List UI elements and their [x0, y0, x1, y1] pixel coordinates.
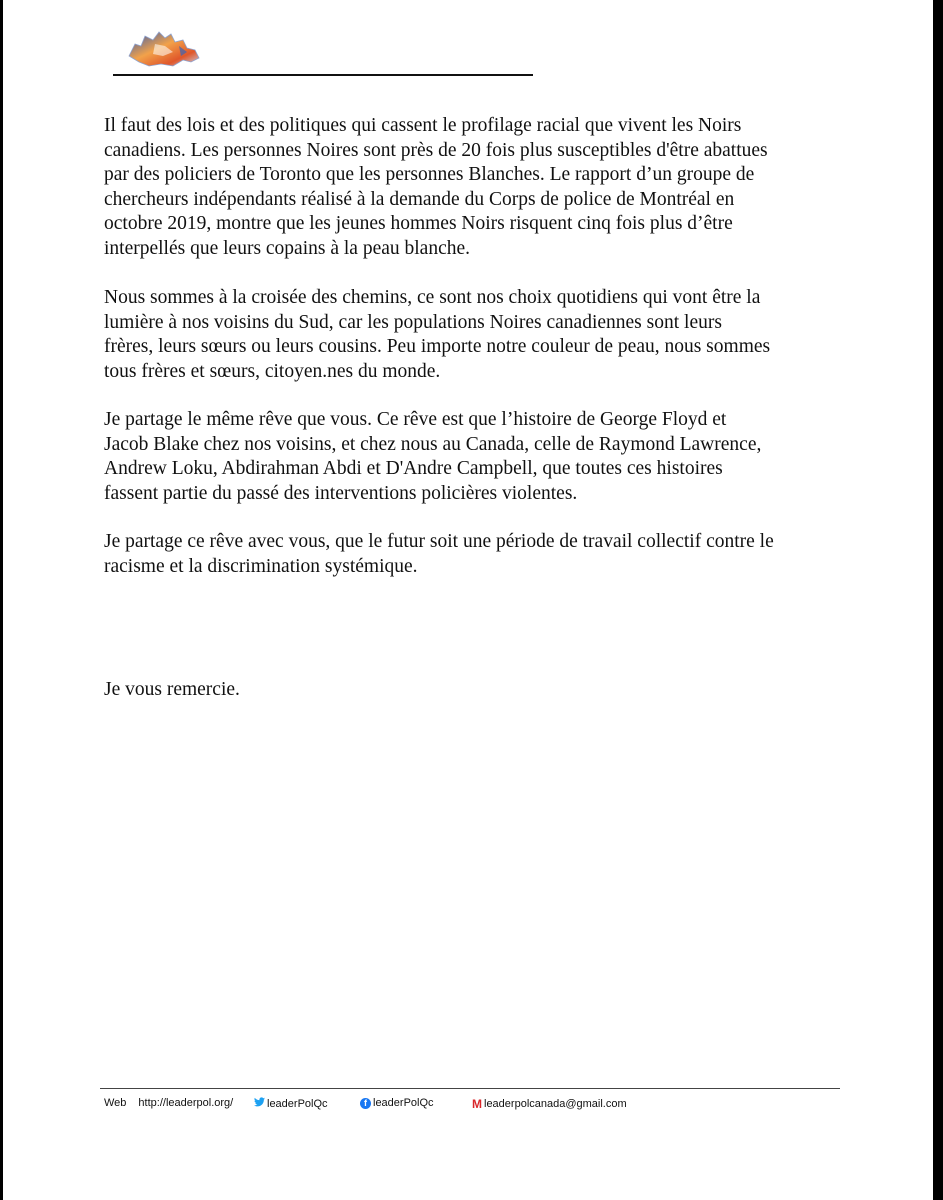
- paragraph-2: [104, 286, 770, 384]
- twitter-handle: leaderPolQc: [267, 1097, 328, 1110]
- closing-line: [104, 678, 240, 703]
- left-page-edge: [0, 0, 3, 1200]
- email-address: leaderpolcanada@gmail.com: [484, 1098, 627, 1110]
- facebook-icon: f: [360, 1098, 371, 1109]
- text-line: fassent partie du passé des interventions policières violentes.: [104, 482, 578, 504]
- web-label: Web: [104, 1097, 127, 1109]
- text-line: par des policiers de Toronto que les personnes Blanches. Le rapport d’un groupe de: [104, 164, 755, 186]
- text-line: Il faut des lois et des politiques qui cassent le profilage racial que vivent les Noirs: [104, 115, 742, 136]
- paragraph-3: [104, 408, 761, 506]
- text-line: Jacob Blake chez nos voisins, et chez nous au Canada, celle de Raymond Lawrence,: [104, 433, 762, 455]
- header-divider: [113, 74, 533, 76]
- text-line: Je partage le même rêve que vous. Ce rêve est que l’histoire de George Floyd et: [104, 409, 727, 430]
- footer: [104, 1097, 844, 1115]
- footer-email[interactable]: [472, 1097, 627, 1111]
- text-line: Andrew Loku, Abdirahman Abdi et D'Andre Campbell, que toutes ces histoires: [104, 458, 723, 480]
- text-line: chercheurs indépendants réalisé à la demande du Corps de police de Montréal en: [104, 188, 735, 210]
- paragraph-4: [104, 530, 774, 579]
- website-link[interactable]: http://leaderpol.org/: [138, 1097, 234, 1109]
- text-line: frères, leurs sœurs ou leurs cousins. Peu importe notre couleur de peau, nous sommes: [104, 336, 771, 358]
- text-line: Nous sommes à la croisée des chemins, ce sont nos choix quotidiens qui vont être la: [104, 287, 761, 308]
- twitter-icon: [254, 1097, 265, 1110]
- footer-facebook[interactable]: [360, 1097, 434, 1109]
- footer-divider: [100, 1088, 840, 1089]
- footer-twitter[interactable]: [254, 1097, 328, 1110]
- canada-map-logo-icon: [125, 26, 205, 70]
- text-line: Je partage ce rêve avec vous, que le futur soit une période de travail collectif contre le: [104, 531, 774, 552]
- footer-web: [104, 1097, 233, 1109]
- gmail-icon: M: [472, 1097, 482, 1111]
- text-line: tous frères et sœurs, citoyen.nes du monde.: [104, 360, 441, 382]
- text-line: interpellés que leurs copains à la peau blanche.: [104, 237, 471, 259]
- text-line: octobre 2019, montre que les jeunes hommes Noirs risquent cinq fois plus d’être: [104, 213, 733, 235]
- text-line: canadiens. Les personnes Noires sont près de 20 fois plus susceptibles d'être abattues: [104, 139, 768, 161]
- closing-text: Je vous remercie.: [104, 679, 240, 700]
- text-line: lumière à nos voisins du Sud, car les populations Noires canadiennes sont leurs: [104, 311, 722, 333]
- facebook-handle: leaderPolQc: [373, 1097, 434, 1109]
- paragraph-1: [104, 114, 768, 262]
- right-page-edge: [933, 0, 943, 1200]
- text-line: racisme et la discrimination systémique.: [104, 555, 418, 577]
